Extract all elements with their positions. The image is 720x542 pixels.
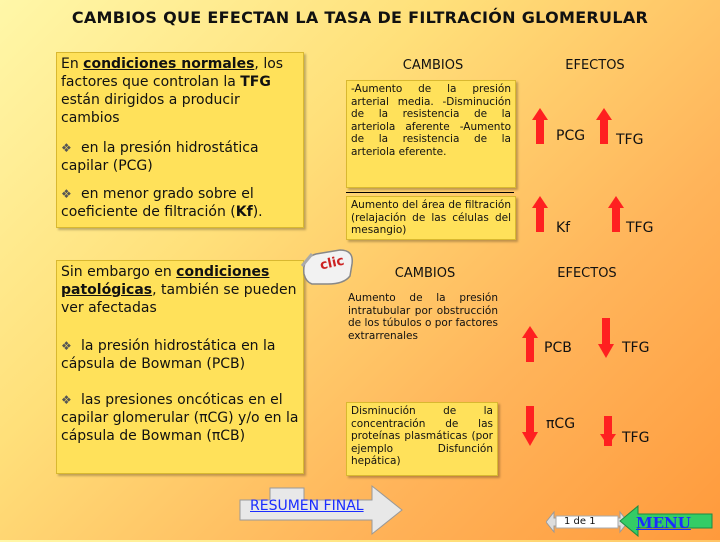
normal-bullet-pcg: ❖ en la presión hidrostática capilar (PCG) (61, 140, 259, 174)
normal-conditions-intro: En condiciones normales, los factores que controlan la TFG están dirigidos a producir cambios (61, 56, 284, 126)
tfg-up-arrow-icon (596, 108, 612, 144)
top-col-cambios: CAMBIOS (402, 58, 464, 73)
bottom-row2-result: TFG (622, 430, 650, 446)
bottom-row1-cambios: Aumento de la presión intratubular por obstrucción de los túbulos o por factores extrarrenales (348, 292, 498, 342)
clic-label: clic (318, 253, 346, 274)
page-title: CAMBIOS QUE EFECTAN LA TASA DE FILTRACIÓN GLOMERULAR (71, 8, 649, 27)
menu-button[interactable] (618, 504, 714, 538)
pathological-intro: Sin embargo en condiciones patológicas, también se pueden ver afectadas (61, 264, 297, 316)
pcb-up-arrow-icon (522, 326, 538, 362)
top-row1-cambios: -Aumento de la presión arterial media. -Disminución de la resistencia de la arteriola aferente -Aumento de la resistencia de la arteriola eferente. (346, 80, 516, 188)
normal-bullet-kf: ❖ en menor grado sobre el coeficiente de filtración (Kf). (61, 186, 263, 220)
diamond-bullet-icon: ❖ (61, 339, 72, 353)
tfg-up-arrow-icon (608, 196, 624, 232)
kf-up-arrow-icon (532, 196, 548, 232)
diamond-bullet-icon: ❖ (61, 141, 72, 155)
pathological-conditions-panel (56, 260, 304, 474)
divider (346, 192, 514, 193)
pathological-bullet-oncotic: ❖ las presiones oncóticas en el capilar glomerular (πCG) y/o en la cápsula de Bowman (πCB) (61, 392, 299, 444)
diamond-bullet-icon: ❖ (61, 393, 72, 407)
resumen-final-button[interactable] (236, 484, 406, 536)
bottom-row2-cambios: Disminución de la concentración de las proteínas plasmáticas (por ejemplo Disfunción hepática) (346, 402, 498, 476)
top-row2-effect: Kf (556, 220, 571, 236)
menu-label: MENU (636, 514, 691, 532)
page-indicator: 1 de 1 (564, 516, 596, 527)
resumen-final-label: RESUMEN FINAL (250, 498, 364, 514)
pcg-up-arrow-icon (532, 108, 548, 144)
top-row2-result: TFG (626, 220, 654, 236)
bottom-col-efectos: EFECTOS (557, 266, 617, 281)
pathological-bullet-pcb: ❖ la presión hidrostática en la cápsula de Bowman (PCB) (61, 338, 276, 372)
picg-down-arrow-icon (522, 406, 538, 446)
top-row2-cambios: Aumento del área de filtración (relajación de las células del mesangio) (346, 196, 516, 240)
top-col-efectos: EFECTOS (565, 58, 625, 73)
diamond-bullet-icon: ❖ (61, 187, 72, 201)
bottom-row1-result: TFG (622, 340, 650, 356)
top-row1-result: TFG (616, 132, 644, 148)
tfg-down-arrow-icon (598, 318, 614, 358)
bottom-row2-effect: πCG (546, 416, 576, 432)
top-row1-effect: PCG (556, 128, 586, 144)
tfg-down-arrow-icon (600, 406, 616, 446)
bottom-row1-effect: PCB (544, 340, 572, 356)
page-navigator[interactable] (546, 510, 628, 534)
normal-conditions-panel (56, 52, 304, 228)
bottom-col-cambios: CAMBIOS (394, 266, 456, 281)
